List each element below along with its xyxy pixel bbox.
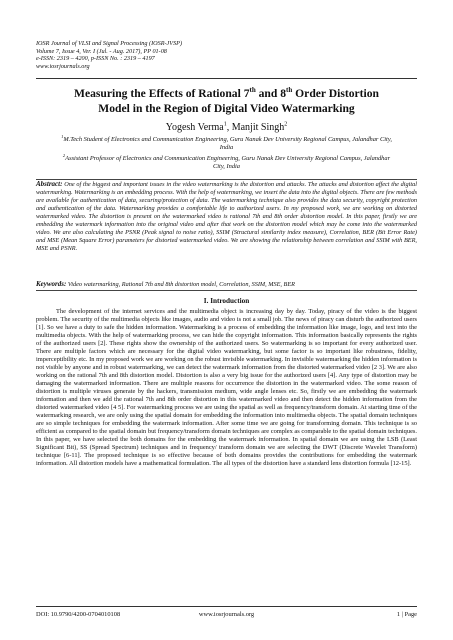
introduction-paragraph: The development of the internet services and the multimedia object is increasing day by day. Today, piracy of the video is the biggest problem. The security of the multimedia objects like images, audio and video is not a small job. The news of piracy can disturb the authorized users [1]. So we have a duty to safe the hidden information. Watermarking is a process of embedding the information like image, logo, and text into the multimedia objects. With the help of watermarking process, we can hide the copyright information. This information basically represents the rights of the authorized users [2]. These rights show the ownership of the authorized users. So watermarking is so important for every authorized user. There are multiple factors which are necessary for the digital video watermarking, but some factor is so important like robustness, fidelity, imperceptibility etc. In my proposed work we are working on the robust invisible watermarking. In invisible watermarking the hidden information is not visible by anyone and in robust watermarking, we can detect the watermark information from the distorted watermarked video [2 3]. We are also working on the rational 7th and 8th distortion model. Distortion is also a very big issue for the authorized users [4]. Any type of distortion may be damaging the watermarked information. There are multiple reasons for occurrence the distortion in the watermarked video. The some reason of distortion is multiple viruses generate by the hackers, transmission medium, wide angle lenses etc. So, firstly we are embedding the watermark information and then we add the rational 7th and 8th order distortion in this watermarked video and then detect the hidden information from the distorted watermarked video [4 5]. For watermarking process we are using the spatial as well as frequency/transform domain. At starting time of the watermarking research, we are only using the spatial domain for embedding the information into multimedia objects. The spatial domain techniques are so simple techniques for embedding the watermark information. After some time we are going for transforming domain. This technique is so efficient as compared to the spatial domain but frequency/transform domain techniques are complex as comparable to the spatial domain techniques. In this paper, we have selected the both domains for the embedding the watermark information. In spatial domain we are using the LSB (Least Significant Bit), SS (Spread Spectrum) techniques and in frequency/ transform domain we are selecting the DWT (Discrete Wavelet Transform) technique [6-11]. The proposed technique is so effective because of both domains provides the contributions for embedding the watermark information. All distortion models have a mathematical formulation. The all types of the distortion have a standard lens distortion formula [12-15]. <box>36 308 417 468</box>
footer-doi: DOI: 10.9790/4200-0704010108 <box>36 611 121 618</box>
journal-issn: e-ISSN: 2319 – 4200, p-ISSN No. : 2319 – 4197 <box>36 55 155 63</box>
header-divider <box>36 78 417 79</box>
abstract-top-rule <box>36 179 417 180</box>
affiliation-mark-2: 2 <box>62 152 66 158</box>
journal-name: IOSR Journal of VLSI and Signal Processing (IOSR-JVSP) <box>36 40 183 47</box>
affiliation-text-1: M.Tech Student of Electronics and Communication Engineering, Guru Nanak Dev University Regional Campus, Jalandhar City, India <box>63 136 392 151</box>
footer-divider <box>36 606 417 607</box>
journal-volume: Volume 7, Issue 4, Ver. I (Jul. - Aug. 2017), PP 01-08 <box>36 47 167 55</box>
title-part1: Measuring the Effects of Rational 7 <box>74 87 250 100</box>
title-part3: Order Distortion <box>292 87 379 100</box>
title-line2: Model in the Region of Digital Video Watermarking <box>98 102 355 115</box>
affiliation-mark-1: 1 <box>61 133 64 139</box>
author-mark-2: 2 <box>284 121 288 128</box>
journal-website: www.iosrjournals.org <box>36 62 90 70</box>
title-sup1: th <box>249 86 256 95</box>
affiliation-1 <box>60 133 393 152</box>
keywords-label: Keywords: <box>36 280 67 288</box>
abstract-label: Abstract: <box>36 180 63 188</box>
author-name-2: Manjit Singh <box>231 122 285 133</box>
abstract-block <box>36 181 417 253</box>
abstract-bottom-rule <box>36 290 417 291</box>
paper-title <box>40 86 413 116</box>
affiliation-2 <box>60 152 393 171</box>
author-list <box>40 122 413 133</box>
title-sup2: th <box>286 86 293 95</box>
title-part2: and 8 <box>255 87 287 100</box>
abstract-text: One of the biggest and important issues in the video watermarking is the distortion and attacks. The attacks and distortion affect the digital watermarking. Watermarking is an embedding process. With the help of watermarking, we insert the data into the digital objects. There are few methods are available for authentication of data, securing/protection of data. The watermarking technique also provides the data security, copyright protection and authentication of the data. Watermarking provides a comfortable life to authorized users. In my proposed work, we are working on distorted watermarked video. The distortion is present on the watermarked video is rational 7th and 8th order distortion model. In this paper, firstly we are embedding the watermark information into the original video and after that work on the distortion model which may be come into the watermarked video. We are also calculating the PSNR (Peak signal to noise ratio), SSIM (Structural similarity index measure), Correlation, BER (Bit Error Rate) and MSE (Mean Square Error) parameters for distorted watermarked video. We are showing the relationship between correlation and SSIM with BER, MSE and PSNR. <box>36 181 417 252</box>
footer-page-number: 1 | Page <box>396 611 417 618</box>
keywords-line <box>36 280 417 289</box>
footer-website: www.iosrjournals.org <box>198 611 255 618</box>
author-mark-1: 1 <box>223 121 227 128</box>
journal-header <box>36 40 336 70</box>
author-separator: , <box>226 122 232 133</box>
keywords-text: Video watermarking, Rational 7th and 8th distortion model, Correlation, SSIM, MSE, BER <box>66 281 295 288</box>
section-heading: I. Introduction <box>203 297 250 305</box>
affiliation-text-2: Assistant Professor of Electronics and Communication Engineering, Guru Nanak Dev University Regional Campus, Jalandhar City, India <box>65 155 391 170</box>
author-name-1: Yogesh Verma <box>165 122 224 133</box>
